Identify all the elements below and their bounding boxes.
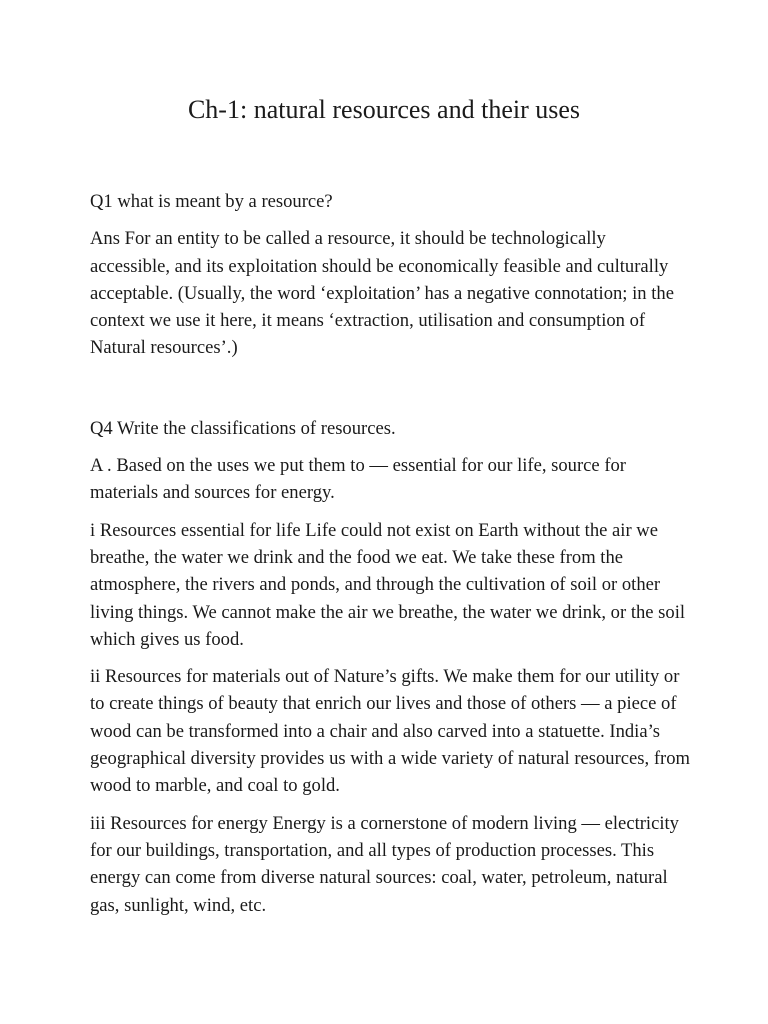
question-1: Q1 what is meant by a resource? bbox=[90, 191, 333, 212]
answer-4-part-a: A . Based on the uses we put them to — essential for our life, source for materials and sources for energy. bbox=[90, 455, 626, 504]
answer-4-part-i: i Resources essential for life Life could not exist on Earth without the air we breathe, the water we drink and the food we eat. We take these from the atmosphere, the rivers and ponds, and through the cultivation of soil or other living things. We cannot make the air we breathe, the water we drink, or the soil which gives us food. bbox=[90, 519, 686, 650]
answer-4-part-iii: iii Resources for energy Energy is a cornerstone of modern living — electricity for our buildings, transportation, and all types of production processes. This energy can come from diverse natural sources: coal, water, petroleum, natural gas, sunlight, wind, etc. bbox=[90, 812, 679, 916]
section-spacer bbox=[90, 372, 690, 415]
question-4: Q4 Write the classifications of resources. bbox=[90, 417, 396, 439]
answer-4-part-ii: ii Resources for materials out of Nature’s gifts. We make them for our utility or to create things of beauty that enrich our lives and those of others — a piece of wood can be transformed into a chair and also carved into a statuette. India’s geographical diversity provides us with a wide variety of natural resources, from wood to marble, and coal to gold. bbox=[90, 666, 690, 797]
page-title: Ch-1: natural resources and their uses bbox=[187, 95, 581, 124]
document-body bbox=[90, 188, 690, 929]
answer-1: Ans For an entity to be called a resource, it should be technologically accessible, and its exploitation should be economically feasible and culturally acceptable. (Usually, the word ‘exploitation’ has a negative connotation; in the context we use it here, it means ‘extraction, utilisation and consumption of Natural resources’.) bbox=[90, 228, 674, 359]
